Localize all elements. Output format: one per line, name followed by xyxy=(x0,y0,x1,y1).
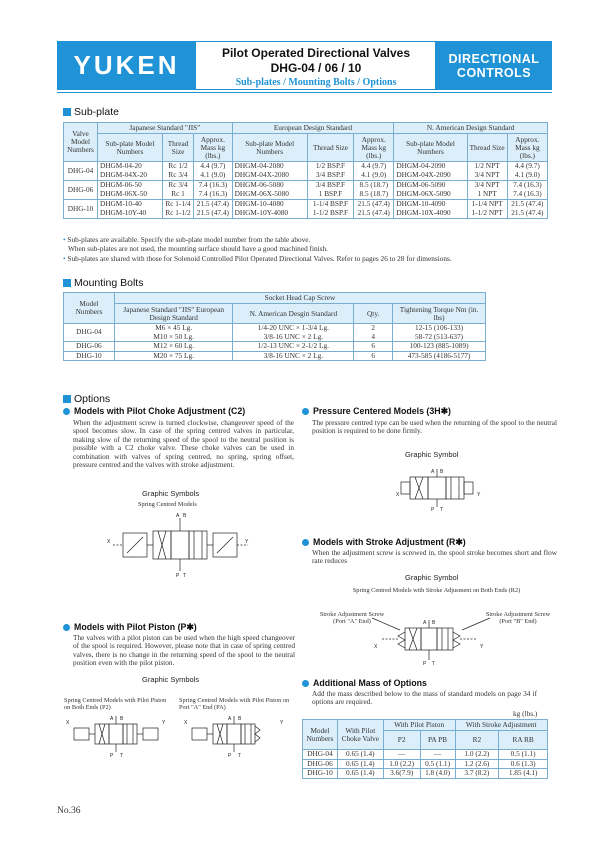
svg-text:A: A xyxy=(228,716,232,722)
col-pa-pb: PA PB xyxy=(420,731,455,750)
svg-text:Y: Y xyxy=(280,720,284,726)
svg-text:T: T xyxy=(120,753,124,759)
stroke-title: Models with Stroke Adjustment (R✱) xyxy=(302,537,466,548)
mass-unit: kg (lbs.) xyxy=(513,709,538,718)
group-jis: Japanese Standard "JIS" xyxy=(98,123,233,134)
c2-text: When the adjustment screw is turned clockwise, changeover speed of the spool becomes slow. In case of the spring centred valves in particular, making slow of the returning speed of the spool to the neutral position is possible with a C2 choke valve. These choke valves can be used in combination with valves of spring centred, no spring, spring offset, pressure centred and the valves with stroke adjustment. xyxy=(73,418,294,470)
c2-title: Models with Pilot Choke Adjustment (C2) xyxy=(63,406,245,416)
p2-symbol-diagram xyxy=(66,716,166,759)
mass-pa-cell: 0.5 (1.1) xyxy=(420,759,455,769)
svg-text:B: B xyxy=(183,513,187,519)
svg-text:X: X xyxy=(107,539,111,545)
col-valve: Valve Model Numbers xyxy=(64,123,98,162)
c2-symbol-diagram xyxy=(107,513,249,579)
thread-cell: 3/4 NPT 1 NPT xyxy=(467,181,507,200)
valve-box-center xyxy=(171,531,189,559)
subplate-model-cell: DHGM-06-50 DHGM-06X-50 xyxy=(98,181,163,200)
mass-choke-cell: 0.65 (1.4) xyxy=(337,759,383,769)
col-qty: Qty. xyxy=(354,304,393,324)
mass-choke-cell: 0.65 (1.4) xyxy=(337,769,383,779)
table-row xyxy=(64,200,548,219)
svg-text:Y: Y xyxy=(162,720,166,726)
svg-text:A: A xyxy=(176,513,180,519)
note-item: • Sub-plates are available. Specify the sub-plate model number from the table above. xyxy=(63,235,311,244)
thread-cell: 1-1/4 NPT 1-1/2 NPT xyxy=(467,200,507,219)
mass-cell: 21.5 (47.4) 21.5 (47.4) xyxy=(507,200,547,219)
pressure-title: Pressure Centered Models (3H✱) xyxy=(302,406,451,417)
svg-text:A: A xyxy=(110,716,114,722)
model-cell: DHG-06 xyxy=(64,342,115,352)
mass-cell: 21.5 (47.4) 21.5 (47.4) xyxy=(194,200,232,219)
stroke-symbol-caption: Spring Centred Models with Stroke Adjusment on Both Ends (R2) xyxy=(352,587,521,594)
model-title: DHG-04 / 06 / 10 xyxy=(270,61,362,75)
svg-text:T: T xyxy=(183,573,187,579)
mass-r2-cell: 3.7 (8.2) xyxy=(455,769,499,779)
svg-text:B: B xyxy=(432,620,436,626)
table-row xyxy=(64,351,486,361)
svg-text:P: P xyxy=(431,507,435,513)
col-jis: Japanese Standard "JIS" European Design Standard xyxy=(114,304,233,324)
stroke-label-left: Stroke Adjustment Screw (Port "A" End) xyxy=(319,611,385,625)
svg-text:Y: Y xyxy=(480,644,484,650)
section-marker-icon xyxy=(63,395,71,403)
bolts-heading xyxy=(63,277,143,289)
na-bolt-cell: 1/2-13 UNC × 2-1/2 Lg. xyxy=(233,342,354,352)
note-item: When sub-plates are not used, the mounting surface should have a good machined finish. xyxy=(68,243,328,253)
pressure-symbol-diagram xyxy=(398,467,483,512)
jis-bolt-cell: M20 × 75 Lg. xyxy=(114,351,233,361)
mass-cell: 4.4 (9.7) 4.1 (9.0) xyxy=(354,162,394,181)
mass-cell: 7.4 (16.3) 7.4 (16.3) xyxy=(507,181,547,200)
page-title: Pilot Operated Directional Valves xyxy=(221,46,411,60)
mass-cell: 4.4 (9.7) 4.1 (9.0) xyxy=(194,162,232,181)
col-thread: Thread Size xyxy=(162,134,193,162)
table-row xyxy=(303,750,548,760)
mass-p2-cell: 1.0 (2.2) xyxy=(383,759,420,769)
mass-cell: 21.5 (47.4) 21.5 (47.4) xyxy=(354,200,394,219)
pressure-text: The pressure centred type can be used when the returning of the spool to the neutral position is required to be done firmly. xyxy=(312,418,557,436)
col-stroke: With Stroke Adjustment xyxy=(455,720,548,731)
mass-r2-cell: 1.0 (2.2) xyxy=(455,750,499,760)
svg-text:P: P xyxy=(228,753,232,759)
bullet-icon xyxy=(302,408,309,415)
table-row xyxy=(64,324,486,342)
piston-sym1-caption: Spring Centred Models with Pilot Piston on Both Ends (P2) xyxy=(64,697,167,711)
qty-cell: 6 xyxy=(354,351,393,361)
piston-text: The valves with a pilot piston can be used when the high speed changeover of the spool is required. However, please note that in case of spring centred valves, there is no change in the returning speed of the spool to the neutral position even with the pilot piston. xyxy=(73,633,295,668)
group-screw: Socket Head Cap Screw xyxy=(114,293,485,304)
subplate-model-cell: DHGM-04-2090 DHGM-04X-2090 xyxy=(394,162,467,181)
valve-box-right xyxy=(189,531,207,559)
group-eu: European Design Standard xyxy=(232,123,394,134)
thread-cell: 1/2 NPT 3/4 NPT xyxy=(467,162,507,181)
model-cell: DHG-04 xyxy=(64,324,115,342)
valve-model-cell: DHG-04 xyxy=(64,162,98,181)
col-thread: Thread Size xyxy=(307,134,353,162)
svg-text:P: P xyxy=(423,661,427,667)
subplate-model-cell: DHGM-10-4080 DHGM-10Y-4080 xyxy=(232,200,307,219)
header-rule xyxy=(57,92,552,93)
options-heading xyxy=(63,393,110,405)
group-na: N. American Design Standard xyxy=(394,123,548,134)
mass-cell: 8.5 (18.7) 8.5 (18.7) xyxy=(354,181,394,200)
valve-model-cell: DHG-10 xyxy=(64,200,98,219)
category-line2: CONTROLS xyxy=(456,66,532,80)
svg-text:P: P xyxy=(110,753,114,759)
stroke-graphic-caption: Graphic Symbol xyxy=(405,573,459,582)
piston-title: Models with Pilot Piston (P✱) xyxy=(63,622,197,633)
subplate-model-cell: DHGM-10-4090 DHGM-10X-4090 xyxy=(394,200,467,219)
torque-cell: 12-15 (106-133) 58-72 (513-637) xyxy=(393,324,486,342)
mass-model-cell: DHG-10 xyxy=(303,769,338,779)
note-item: • Sub-plates are shared with those for Solenoid Controlled Pilot Operated Directional Valves. Refer to pages 26 to 28 for dimensions. xyxy=(63,254,452,264)
col-piston: With Pilot Piston xyxy=(383,720,455,731)
table-row xyxy=(64,342,486,352)
subplate-table xyxy=(63,122,548,219)
col-ra-rb: RA RB xyxy=(499,731,548,750)
col-na: N. American Desgin Standard xyxy=(233,304,354,324)
jis-bolt-cell: M6 × 45 Lg. M10 × 50 Lg. xyxy=(114,324,233,342)
section-marker-icon xyxy=(63,279,71,287)
col-model: Model Numbers xyxy=(303,720,338,750)
piston-graphic-caption: Graphic Symbols xyxy=(142,675,200,684)
svg-text:P: P xyxy=(176,573,180,579)
qty-cell: 6 xyxy=(354,342,393,352)
bullet-icon xyxy=(302,680,309,687)
svg-text:B: B xyxy=(120,716,124,722)
torque-cell: 100-123 (885-1089) xyxy=(393,342,486,352)
mass-text: Add the mass described below to the mass of standard models on page 34 if options are required. xyxy=(312,689,537,707)
table-row xyxy=(303,769,548,779)
svg-text:T: T xyxy=(432,661,436,667)
thread-cell: 1/2 BSP.F 3/4 BSP.F xyxy=(307,162,353,181)
svg-text:A: A xyxy=(431,469,435,475)
col-r2: R2 xyxy=(455,731,499,750)
bullet-icon xyxy=(302,539,309,546)
mass-p2-cell: — xyxy=(383,750,420,760)
thread-cell: 1-1/4 BSP.F 1-1/2 BSP.F xyxy=(307,200,353,219)
thread-cell: Rc 3/4 Rc 1 xyxy=(162,181,193,200)
na-bolt-cell: 3/8-16 UNC × 2 Lg. xyxy=(233,351,354,361)
page-number: No.36 xyxy=(57,806,81,816)
piston-sym2-caption: Spring Centred Models with Pilot Piston on Port "A" End (PA) xyxy=(179,697,290,711)
brand-logo xyxy=(57,41,196,90)
col-mass: Approx. Mass kg (lbs.) xyxy=(354,134,394,162)
subplate-notes xyxy=(63,236,553,264)
bullet-icon xyxy=(63,624,70,631)
col-mass: Approx. Mass kg (lbs.) xyxy=(507,134,547,162)
subplate-heading xyxy=(63,106,119,118)
table-row xyxy=(64,162,548,181)
mass-model-cell: DHG-06 xyxy=(303,759,338,769)
section-marker-icon xyxy=(63,108,71,116)
mass-r2-cell: 1.2 (2.6) xyxy=(455,759,499,769)
table-row xyxy=(64,181,548,200)
col-subplate: Sub-plate Model Numbers xyxy=(394,134,467,162)
mass-pa-cell: 1.8 (4.0) xyxy=(420,769,455,779)
pa-symbol-diagram xyxy=(184,716,284,759)
mass-choke-cell: 0.65 (1.4) xyxy=(337,750,383,760)
subplate-model-cell: DHGM-04-2080 DHGM-04X-2080 xyxy=(232,162,307,181)
c2-graphic-caption: Graphic Symbols xyxy=(142,489,200,498)
mass-pa-cell: — xyxy=(420,750,455,760)
svg-text:X: X xyxy=(374,644,378,650)
thread-cell: 3/4 BSP.F 1 BSP.F xyxy=(307,181,353,200)
torque-cell: 473-585 (4186-5177) xyxy=(393,351,486,361)
col-model: Model Numbers xyxy=(64,293,115,324)
col-subplate: Sub-plate Model Numbers xyxy=(232,134,307,162)
svg-text:X: X xyxy=(184,720,188,726)
svg-text:B: B xyxy=(440,469,444,475)
col-thread: Thread Size xyxy=(467,134,507,162)
stroke-label-right: Stroke Adjustment Screw (Port "B" End) xyxy=(485,611,551,625)
c2-symbol-caption: Spring Centred Models xyxy=(138,501,197,508)
stroke-symbol-diagram xyxy=(372,618,490,666)
logo-text: YUKEN xyxy=(73,50,180,80)
mass-ra-cell: 0.5 (1.1) xyxy=(499,750,548,760)
bullet-icon xyxy=(63,408,70,415)
bolts-table xyxy=(63,292,486,361)
svg-text:T: T xyxy=(440,507,444,513)
mass-ra-cell: 0.6 (1.3) xyxy=(499,759,548,769)
na-bolt-cell: 1/4-20 UNC × 1-3/4 Lg. 3/8-16 UNC × 2 Lg. xyxy=(233,324,354,342)
svg-text:X: X xyxy=(66,720,70,726)
col-subplate: Sub-plate Model Numbers xyxy=(98,134,163,162)
subplate-model-cell: DHGM-04-20 DHGM-04X-20 xyxy=(98,162,163,181)
mass-table xyxy=(302,719,548,779)
stroke-text: When the adjustment screw is screwed in, the spool stroke becomes short and flow rate reduces xyxy=(312,548,557,566)
svg-text:B: B xyxy=(238,716,242,722)
subplate-model-cell: DHGM-10-40 DHGM-10Y-40 xyxy=(98,200,163,219)
thread-cell: Rc 1/2 Rc 3/4 xyxy=(162,162,193,181)
mass-model-cell: DHG-04 xyxy=(303,750,338,760)
svg-text:Y: Y xyxy=(477,492,481,498)
page-subtitle: Sub-plates / Mounting Bolts / Options xyxy=(235,77,397,88)
qty-cell: 2 4 xyxy=(354,324,393,342)
col-p2: P2 xyxy=(383,731,420,750)
options-heading-text: Options xyxy=(74,393,111,405)
svg-text:T: T xyxy=(238,753,242,759)
jis-bolt-cell: M12 × 60 Lg. xyxy=(114,342,233,352)
title-block xyxy=(196,41,436,90)
model-cell: DHG-10 xyxy=(64,351,115,361)
svg-text:A: A xyxy=(423,620,427,626)
valve-model-cell: DHG-06 xyxy=(64,181,98,200)
svg-text:X: X xyxy=(396,492,400,498)
mass-ra-cell: 1.85 (4.1) xyxy=(499,769,548,779)
col-choke: With Pilot Choke Valve xyxy=(337,720,383,750)
category-line1: DIRECTIONAL xyxy=(448,52,540,66)
subplate-model-cell: DHGM-06-5090 DHGM-06X-5090 xyxy=(394,181,467,200)
category-badge xyxy=(436,41,552,90)
bolts-heading-text: Mounting Bolts xyxy=(74,277,144,289)
mass-title: Additional Mass of Options xyxy=(302,678,427,688)
subplate-heading-text: Sub-plate xyxy=(74,106,119,118)
col-mass: Approx. Mass kg (lbs.) xyxy=(194,134,232,162)
col-torque: Tightening Torque Nm (in. lbs) xyxy=(393,304,486,324)
subplate-model-cell: DHGM-06-5080 DHGM-06X-5080 xyxy=(232,181,307,200)
mass-cell: 7.4 (16.3) 7.4 (16.3) xyxy=(194,181,232,200)
svg-text:Y: Y xyxy=(245,539,249,545)
mass-cell: 4.4 (9.7) 4.1 (9.0) xyxy=(507,162,547,181)
thread-cell: Rc 1-1/4 Rc 1-1/2 xyxy=(162,200,193,219)
mass-p2-cell: 3.6(7.9) xyxy=(383,769,420,779)
pressure-graphic-caption: Graphic Symbol xyxy=(405,450,459,459)
